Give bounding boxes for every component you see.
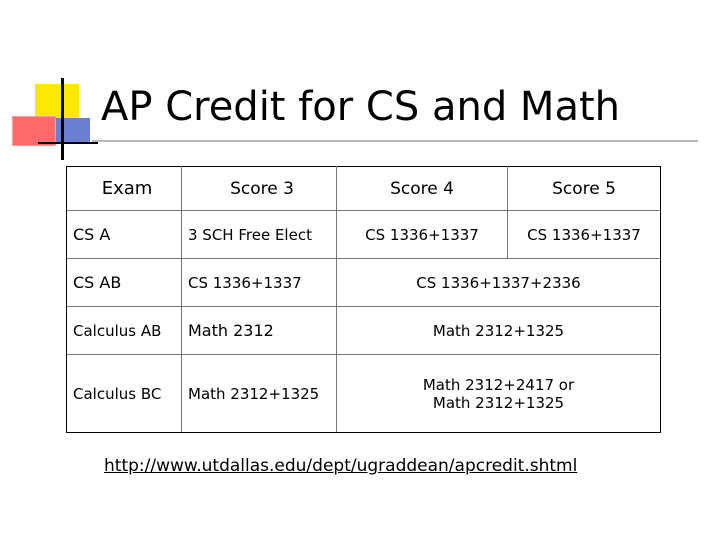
cell-exam: CS AB (67, 259, 182, 307)
slide-title: AP Credit for CS and Math (101, 84, 620, 130)
cell-score3: 3 SCH Free Elect (182, 211, 337, 259)
cell-exam: Calculus BC (67, 355, 182, 433)
cell-score4: CS 1336+1337 (337, 211, 508, 259)
ap-credit-table (66, 166, 661, 433)
cell-score4-5 (337, 355, 661, 433)
title-underline-rule (92, 140, 698, 142)
cell-score4-5: CS 1336+1337+2336 (337, 259, 661, 307)
cell-score4-5: Math 2312+1325 (337, 307, 661, 355)
table-row (67, 211, 661, 259)
cell-score3: Math 2312 (182, 307, 337, 355)
table-row (67, 307, 661, 355)
header-exam: Exam (67, 167, 182, 211)
cell-exam: Calculus AB (67, 307, 182, 355)
cell-score3: Math 2312+1325 (182, 355, 337, 433)
decor-horizontal-line (38, 142, 98, 144)
cell-score3: CS 1336+1337 (182, 259, 337, 307)
header-score3: Score 3 (182, 167, 337, 211)
table-row (67, 259, 661, 307)
cell-score5: CS 1336+1337 (508, 211, 661, 259)
table-row (67, 355, 661, 433)
cell-exam: CS A (67, 211, 182, 259)
table-header-row (67, 167, 661, 211)
header-score4: Score 4 (337, 167, 508, 211)
cell-score4-5-line1: Math 2312+2417 or (422, 375, 575, 394)
source-url-link[interactable]: http://www.utdallas.edu/dept/ugraddean/apcredit.shtml (104, 456, 578, 476)
cell-score4-5-line2: Math 2312+1325 (432, 393, 565, 412)
header-score5: Score 5 (508, 167, 661, 211)
decor-vertical-line (61, 78, 64, 160)
